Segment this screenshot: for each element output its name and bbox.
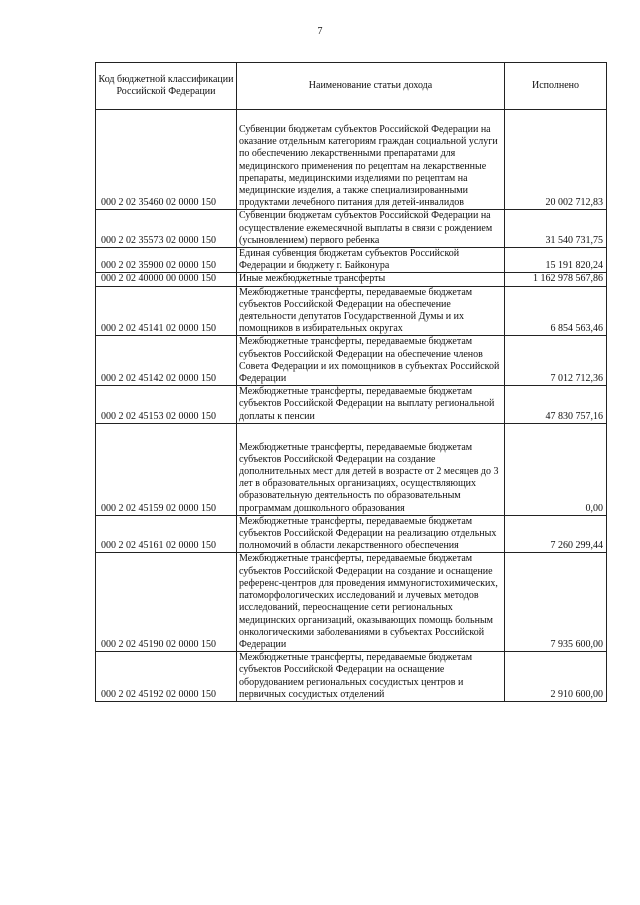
page-number: 7 bbox=[317, 26, 323, 37]
table-row bbox=[96, 210, 607, 248]
budget-code: 000 2 02 35460 02 0000 150 bbox=[96, 110, 237, 210]
table-row bbox=[96, 386, 607, 424]
executed-amount: 1 162 978 567,86 bbox=[505, 273, 607, 286]
revenue-item-name: Межбюджетные трансферты, передаваемые бюджетам субъектов Российской Федерации на создание и оснащение референс-центров для проведения иммуногистохимических, патоморфологических исследований и лучевых методов исследований, переоснащение сети региональных медицинских организаций, оказывающих помощь больным онкологическими заболеваниями в субъектах Российской Федерации bbox=[237, 553, 505, 652]
budget-code: 000 2 02 45159 02 0000 150 bbox=[96, 423, 237, 515]
header-amount: Исполнено bbox=[505, 63, 607, 110]
table-row bbox=[96, 515, 607, 553]
budget-code: 000 2 02 45161 02 0000 150 bbox=[96, 515, 237, 553]
table-row bbox=[96, 652, 607, 702]
budget-code: 000 2 02 40000 00 0000 150 bbox=[96, 273, 237, 286]
budget-code: 000 2 02 45153 02 0000 150 bbox=[96, 386, 237, 424]
budget-code: 000 2 02 45192 02 0000 150 bbox=[96, 652, 237, 702]
executed-amount: 20 002 712,83 bbox=[505, 110, 607, 210]
table-row bbox=[96, 336, 607, 386]
revenue-item-name: Межбюджетные трансферты, передаваемые бюджетам субъектов Российской Федерации на создание дополнительных мест для детей в возрасте от 2 месяцев до 3 лет в образовательных организациях, осуществляющих образовательную деятельность по образовательным программам дошкольного образования bbox=[237, 423, 505, 515]
revenue-item-name: Единая субвенция бюджетам субъектов Российской Федерации и бюджету г. Байконура bbox=[237, 248, 505, 273]
table-row bbox=[96, 273, 607, 286]
revenue-item-name: Иные межбюджетные трансферты bbox=[237, 273, 505, 286]
executed-amount: 7 260 299,44 bbox=[505, 515, 607, 553]
revenue-item-name: Межбюджетные трансферты, передаваемые бюджетам субъектов Российской Федерации на выплату региональной доплаты к пенсии bbox=[237, 386, 505, 424]
header-name: Наименование статьи дохода bbox=[237, 63, 505, 110]
table-header-row bbox=[96, 63, 607, 110]
executed-amount: 6 854 563,46 bbox=[505, 286, 607, 336]
revenue-item-name: Межбюджетные трансферты, передаваемые бюджетам субъектов Российской Федерации на оснащение оборудованием региональных сосудистых центров и первичных сосудистых отделений bbox=[237, 652, 505, 702]
table-row bbox=[96, 286, 607, 336]
revenue-item-name: Межбюджетные трансферты, передаваемые бюджетам субъектов Российской Федерации на реализацию отдельных полномочий в области лекарственного обеспечения bbox=[237, 515, 505, 553]
budget-code: 000 2 02 45141 02 0000 150 bbox=[96, 286, 237, 336]
table-row bbox=[96, 423, 607, 515]
executed-amount: 47 830 757,16 bbox=[505, 386, 607, 424]
revenue-item-name: Межбюджетные трансферты, передаваемые бюджетам субъектов Российской Федерации на обеспечение членов Совета Федерации и их помощников в субъектах Российской Федерации bbox=[237, 336, 505, 386]
header-code: Код бюджетной классификации Российской Федерации bbox=[96, 63, 237, 110]
executed-amount: 31 540 731,75 bbox=[505, 210, 607, 248]
table-row bbox=[96, 110, 607, 210]
revenue-item-name: Субвенции бюджетам субъектов Российской Федерации на оказание отдельным категориям граждан социальной услуги по обеспечению лекарственными препаратами для медицинского применения по рецептам на лекарственные препараты, медицинскими изделиями по рецептам на медицинские изделия, а также специализированными продуктами лечебного питания для детей-инвалидов bbox=[237, 110, 505, 210]
budget-code: 000 2 02 35900 02 0000 150 bbox=[96, 248, 237, 273]
revenue-table bbox=[95, 62, 607, 702]
budget-code: 000 2 02 45142 02 0000 150 bbox=[96, 336, 237, 386]
executed-amount: 7 012 712,36 bbox=[505, 336, 607, 386]
executed-amount: 7 935 600,00 bbox=[505, 553, 607, 652]
table-row bbox=[96, 553, 607, 652]
revenue-item-name: Межбюджетные трансферты, передаваемые бюджетам субъектов Российской Федерации на обеспечение деятельности депутатов Государственной Думы и их помощников в избирательных округах bbox=[237, 286, 505, 336]
table-row bbox=[96, 248, 607, 273]
budget-code: 000 2 02 45190 02 0000 150 bbox=[96, 553, 237, 652]
executed-amount: 15 191 820,24 bbox=[505, 248, 607, 273]
revenue-item-name: Субвенции бюджетам субъектов Российской Федерации на осуществление ежемесячной выплаты в связи с рождением (усыновлением) первого ребенка bbox=[237, 210, 505, 248]
executed-amount: 2 910 600,00 bbox=[505, 652, 607, 702]
budget-code: 000 2 02 35573 02 0000 150 bbox=[96, 210, 237, 248]
executed-amount: 0,00 bbox=[505, 423, 607, 515]
